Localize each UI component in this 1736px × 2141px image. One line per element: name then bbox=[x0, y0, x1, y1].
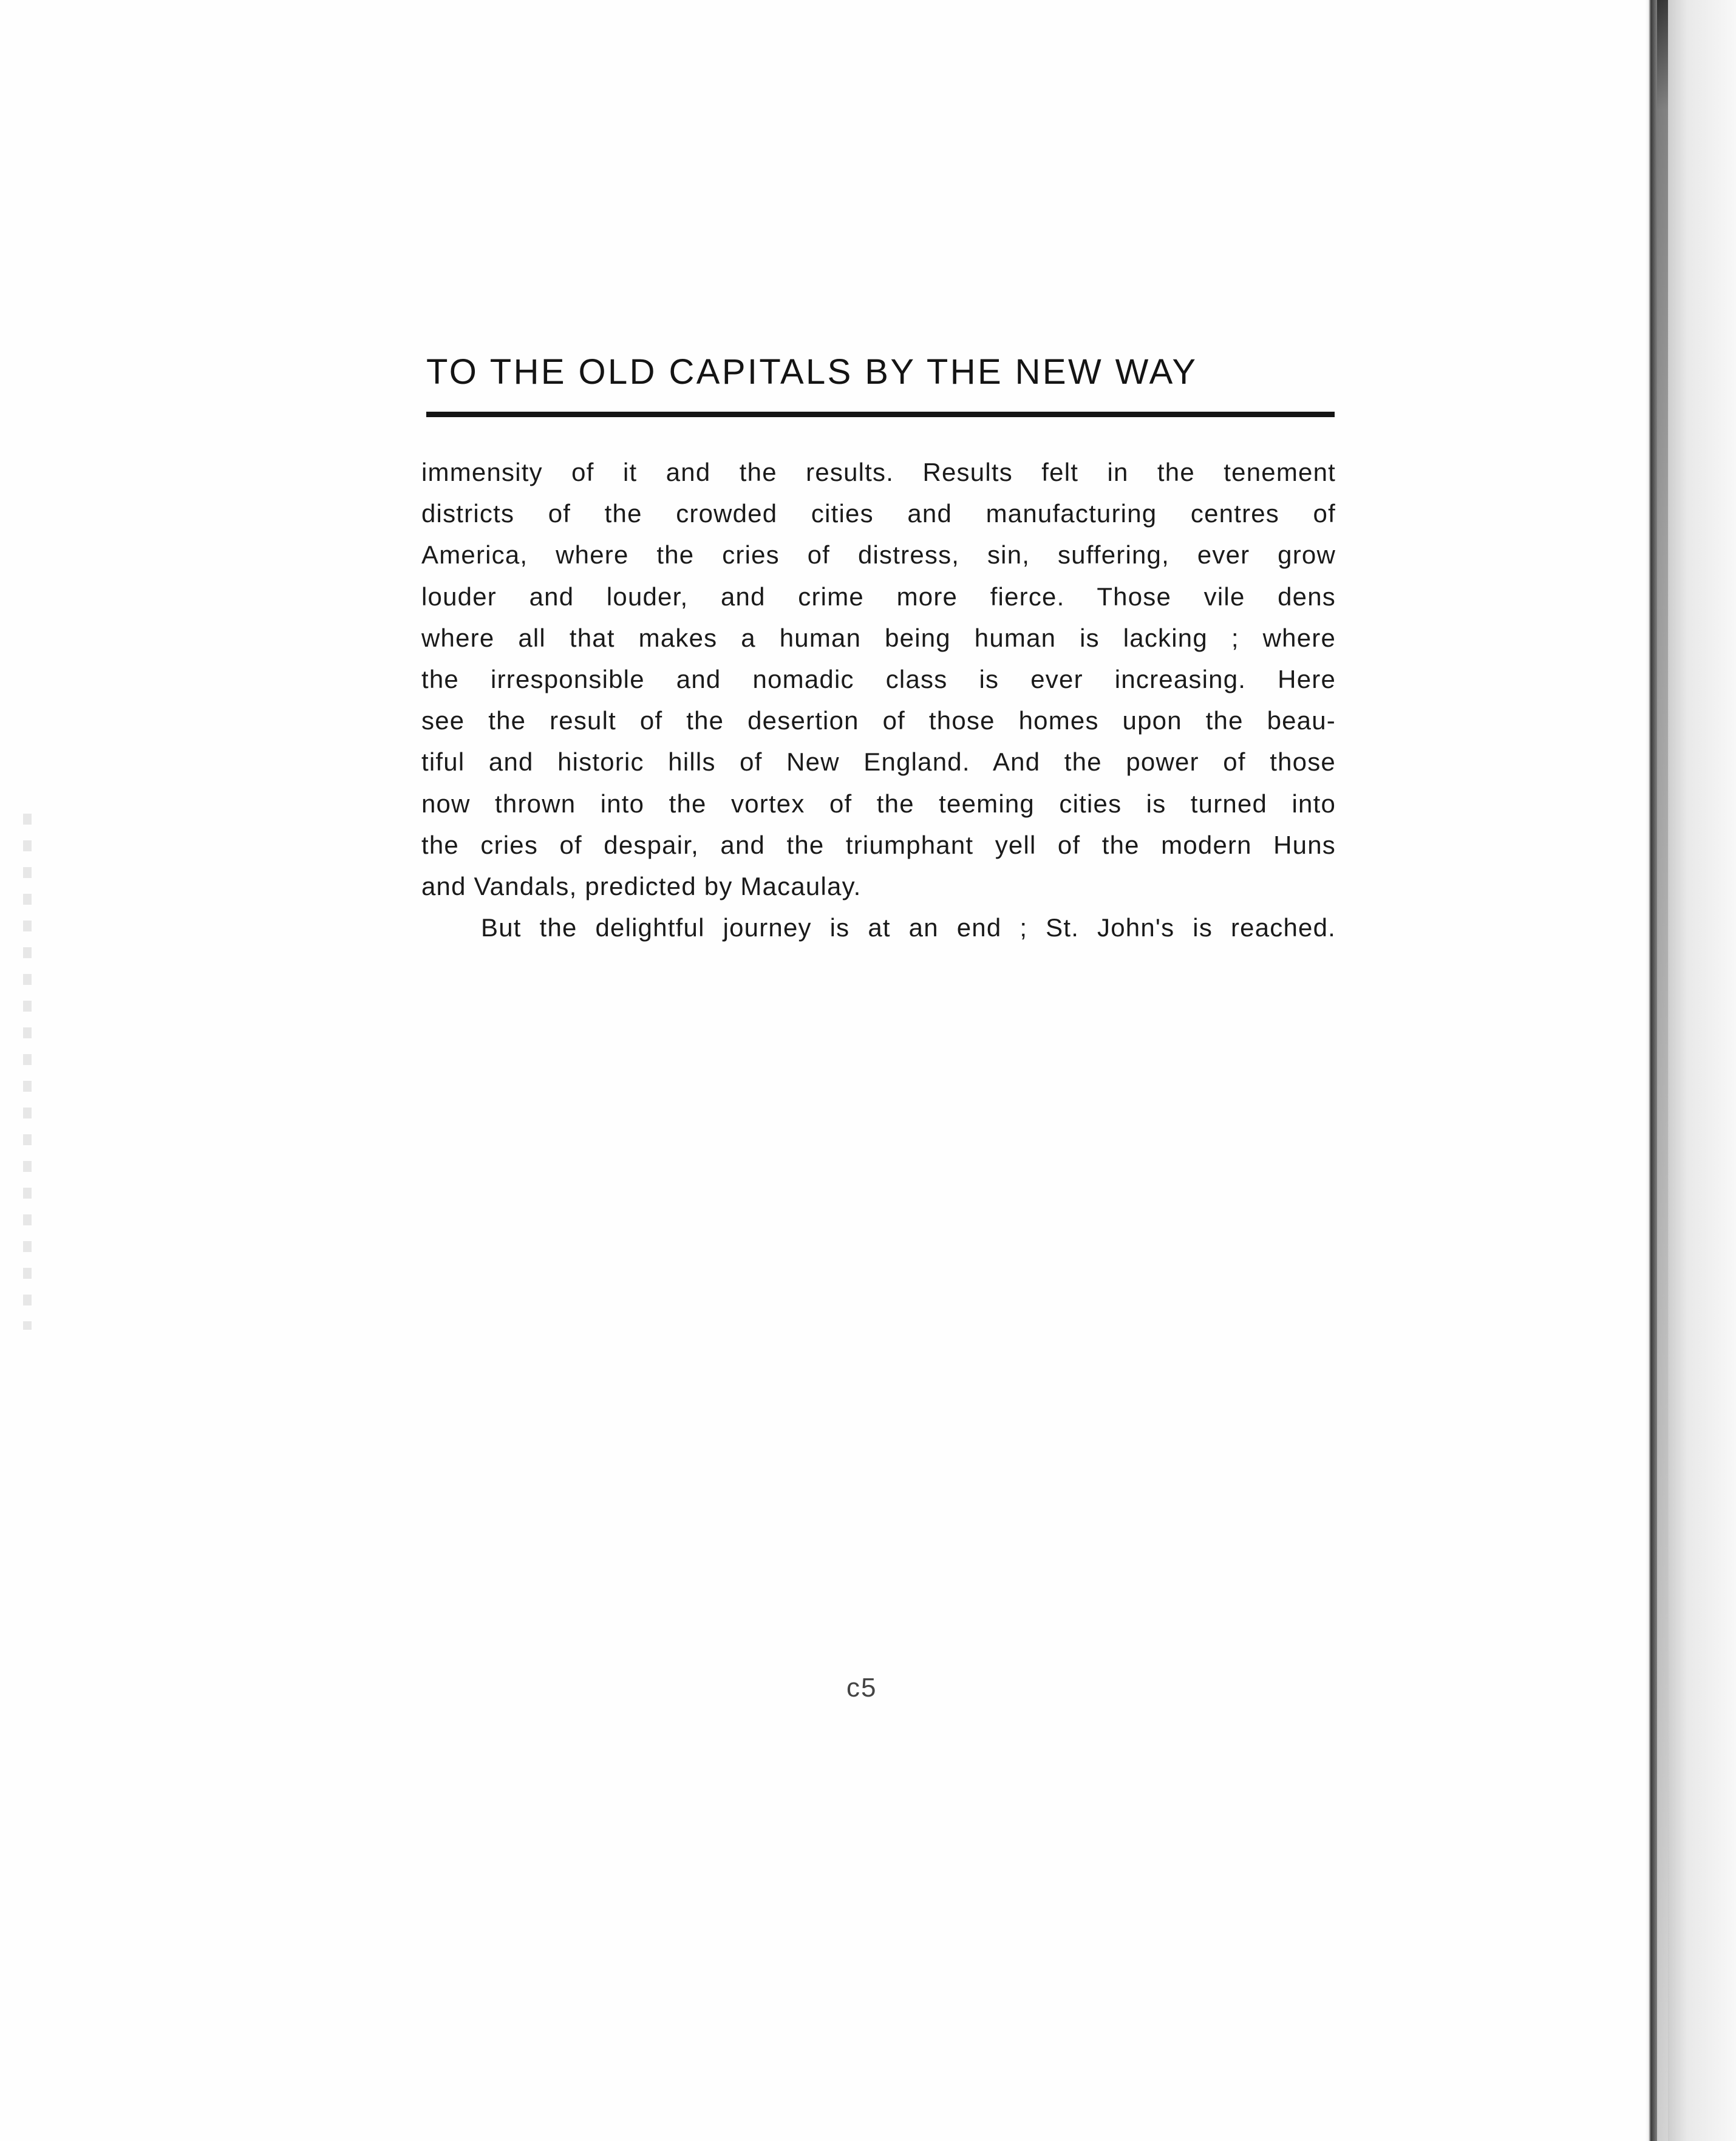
text-line: the cries of despair, and the triumphant yell of the modern Huns bbox=[421, 830, 1336, 859]
text-line: tiful and historic hills of New England. And the power of those bbox=[421, 747, 1336, 777]
text-line: the irresponsible and nomadic class is ever increasing. Here bbox=[421, 664, 1336, 693]
text-line: immensity of it and the results. Results felt in the tenement bbox=[421, 458, 1336, 486]
page-header bbox=[426, 351, 1337, 393]
page-number: c5 bbox=[846, 1673, 877, 1703]
text-line: districts of the crowded cities and manufacturing centres of bbox=[421, 499, 1336, 528]
running-title: TO THE OLD CAPITALS BY THE NEW WAY bbox=[426, 352, 1198, 392]
bleed-through-marks bbox=[23, 814, 32, 1330]
text-line: now thrown into the vortex of the teeming cities is turned into bbox=[421, 789, 1336, 818]
text-line: louder and louder, and crime more fierce. Those vile dens bbox=[421, 582, 1336, 611]
text-line: and Vandals, predicted by Macaulay. bbox=[421, 871, 862, 900]
text-line: America, where the cries of distress, sin, suffering, ever grow bbox=[421, 540, 1336, 570]
text-line: where all that makes a human being human is lacking ; where bbox=[421, 623, 1336, 652]
paragraph-first-line: But the delightful journey is at an end ; St. John's is reached. bbox=[481, 913, 1336, 942]
binding-shadow bbox=[1657, 0, 1668, 2141]
body-text bbox=[421, 452, 1336, 948]
title-rule bbox=[426, 412, 1335, 417]
text-line: see the result of the desertion of those homes upon the beau- bbox=[421, 706, 1336, 735]
